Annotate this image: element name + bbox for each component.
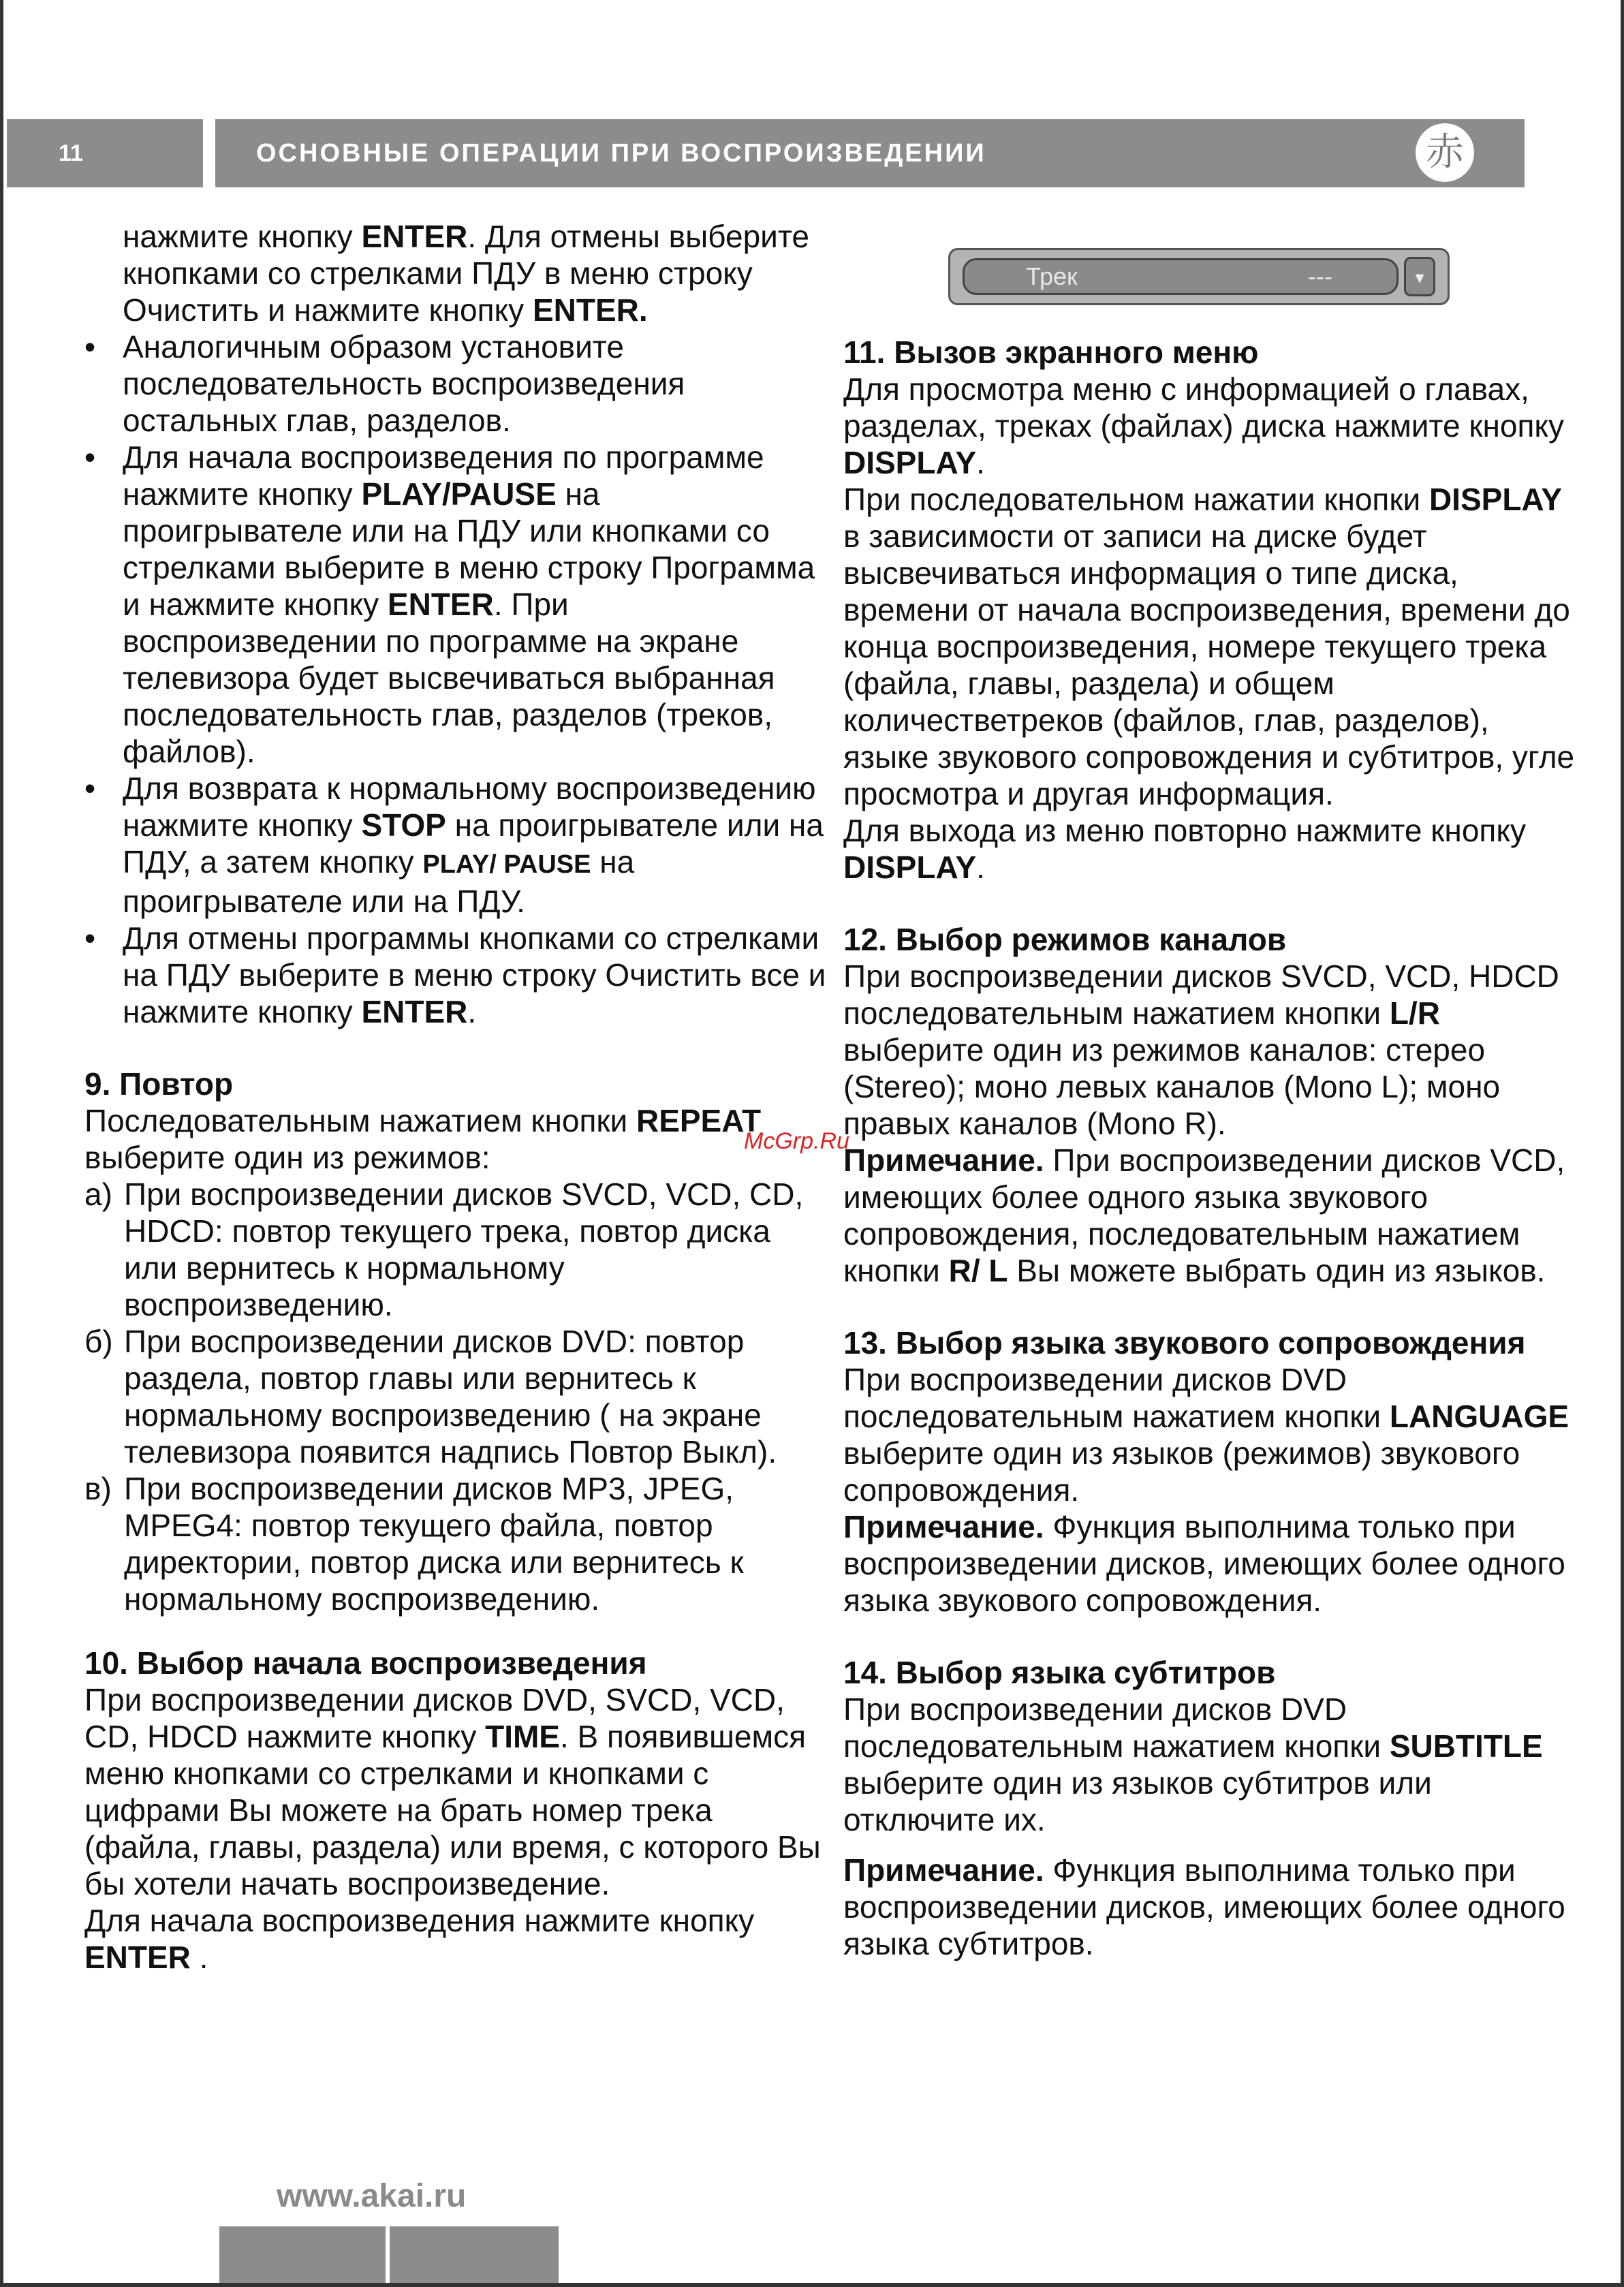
footer-tab	[390, 2226, 559, 2283]
section-11-body-3: Для выхода из меню повторно нажмите кнопку DISPLAY.	[843, 813, 1526, 885]
section-13-title: 13. Выбор языка звукового сопровождения	[843, 1325, 1526, 1360]
continued-paragraph: нажмите кнопку ENTER. Для отмены выберите кнопками со стрелками ПДУ в меню строку Очистить и нажмите кнопку ENTER.	[123, 219, 810, 328]
section-title: ОСНОВНЫЕ ОПЕРАЦИИ ПРИ ВОСПРОИЗВЕДЕНИИ	[256, 139, 986, 168]
section-13-note: Примечание. Функция выполнима только при воспроизведении дисков, имеющих более одного языка звукового сопровождения.	[843, 1509, 1565, 1618]
list-item: • Для возврата к нормальному воспроизведению нажмите кнопку STOP на проигрывателе или на ПДУ, а затем кнопку PLAY/ PAUSE на проигрывателе или на ПДУ.	[84, 770, 827, 920]
list-item: • Аналогичным образом установите последовательность воспроизведения остальных глав, разделов.	[84, 328, 827, 439]
section-9-intro: Последовательным нажатием кнопки REPEAT выберите один из режимов:	[84, 1103, 762, 1175]
right-column	[843, 334, 1582, 1962]
section-14-title: 14. Выбор языка субтитров	[843, 1655, 1276, 1690]
section-12-note: Примечание. При воспроизведении дисков VCD, имеющих более одного языка звукового сопровождения, последовательным нажатием кнопки R/ L Вы можете выбрать один из языков.	[843, 1142, 1565, 1288]
list-item: в) При воспроизведении дисков MP3, JPEG, MPEG4: повтор текущего файла, повтор директории, повтор диска или вернитесь к нормальному воспроизведению.	[84, 1471, 744, 1617]
list-item: • Для начала воспроизведения по программе нажмите кнопку PLAY/PAUSE на проигрывателе или на ПДУ или кнопками со стрелками выберите в меню строку Программа и нажмите кнопку ENTER. При воспроизведении по программе на экране телевизора будет высвечиваться выбранная последовательность глав, разделов (треков, файлов).	[84, 439, 827, 770]
section-14-note: Примечание. Функция выполнима только при воспроизведении дисков, имеющих более одного языка субтитров.	[843, 1852, 1565, 1961]
osd-track-label: Трек	[1026, 262, 1078, 290]
footer-url: www.akai.ru	[277, 2178, 467, 2214]
page-number: 11	[7, 119, 203, 187]
watermark: McGrp.Ru	[744, 1128, 849, 1154]
section-12-title: 12. Выбор режимов каналов	[843, 922, 1287, 957]
chevron-down-icon: ▾	[1404, 257, 1435, 296]
osd-track-menu	[948, 248, 1450, 305]
osd-track-field	[963, 258, 1399, 295]
list-item: б) При воспроизведении дисков DVD: повтор раздела, повтор главы или вернитесь к нормальному воспроизведению ( на экране телевизора появится надпись Повтор Выкл).	[84, 1324, 777, 1469]
footer-tab	[219, 2226, 386, 2283]
list-item: а) При воспроизведении дисков SVCD, VCD, CD, HDCD: повтор текущего трека, повтор диска или вернитесь к нормальному воспроизведению.	[84, 1177, 804, 1322]
section-10-body: При воспроизведении дисков DVD, SVCD, VCD, CD, HDCD нажмите кнопку TIME. В появившемся меню кнопками со стрелками и кнопками с цифрами Вы можете на брать номер трека (файла, главы, раздела) или время, с которого Вы бы хотели начать воспроизведение.	[84, 1682, 821, 1901]
section-9-title: 9. Повтор	[84, 1066, 234, 1102]
list-item: • Для отмены программы кнопками со стрелками на ПДУ выберите в меню строку Очистить все и нажмите кнопку ENTER.	[84, 920, 827, 1030]
section-14-body: При воспроизведении дисков DVD последовательным нажатием кнопки SUBTITLE выберите один из языков субтитров или отключите их.	[843, 1692, 1543, 1837]
osd-track-value: ---	[1308, 262, 1332, 290]
brand-logo-icon: 赤	[1416, 123, 1474, 182]
section-header	[215, 119, 1525, 187]
section-12-body: При воспроизведении дисков SVCD, VCD, HDCD последовательным нажатием кнопки L/R выберите один из режимов каналов: стерео (Stereo); моно левых каналов (Mono L); моно правых каналов (Mono R).	[843, 959, 1559, 1141]
section-10-body-2: Для начала воспроизведения нажмите кнопку ENTER .	[84, 1903, 755, 1975]
section-10-title: 10. Выбор начала воспроизведения	[84, 1645, 647, 1681]
section-13-body: При воспроизведении дисков DVD последовательным нажатием кнопки LANGUAGE выберите один из языков (режимов) звукового сопровождения.	[843, 1362, 1570, 1508]
left-column	[84, 218, 827, 1976]
section-11-body-2: При последовательном нажатии кнопки DISPLAY в зависимости от записи на диске будет высвечиваться информация о типе диска, времени от начала воспроизведения, времени до конца воспроизведения, номере текущего трека (файла, главы, раздела) и общем количестветреков (файлов, глав, разделов), языке звукового сопровождения и субтитров, угле просмотра и другая информация.	[843, 482, 1575, 811]
section-11-body: Для просмотра меню с информацией о главах, разделах, треках (файлах) диска нажмите кнопку DISPLAY.	[843, 371, 1564, 480]
section-11-title: 11. Вызов экранного меню	[843, 335, 1259, 370]
